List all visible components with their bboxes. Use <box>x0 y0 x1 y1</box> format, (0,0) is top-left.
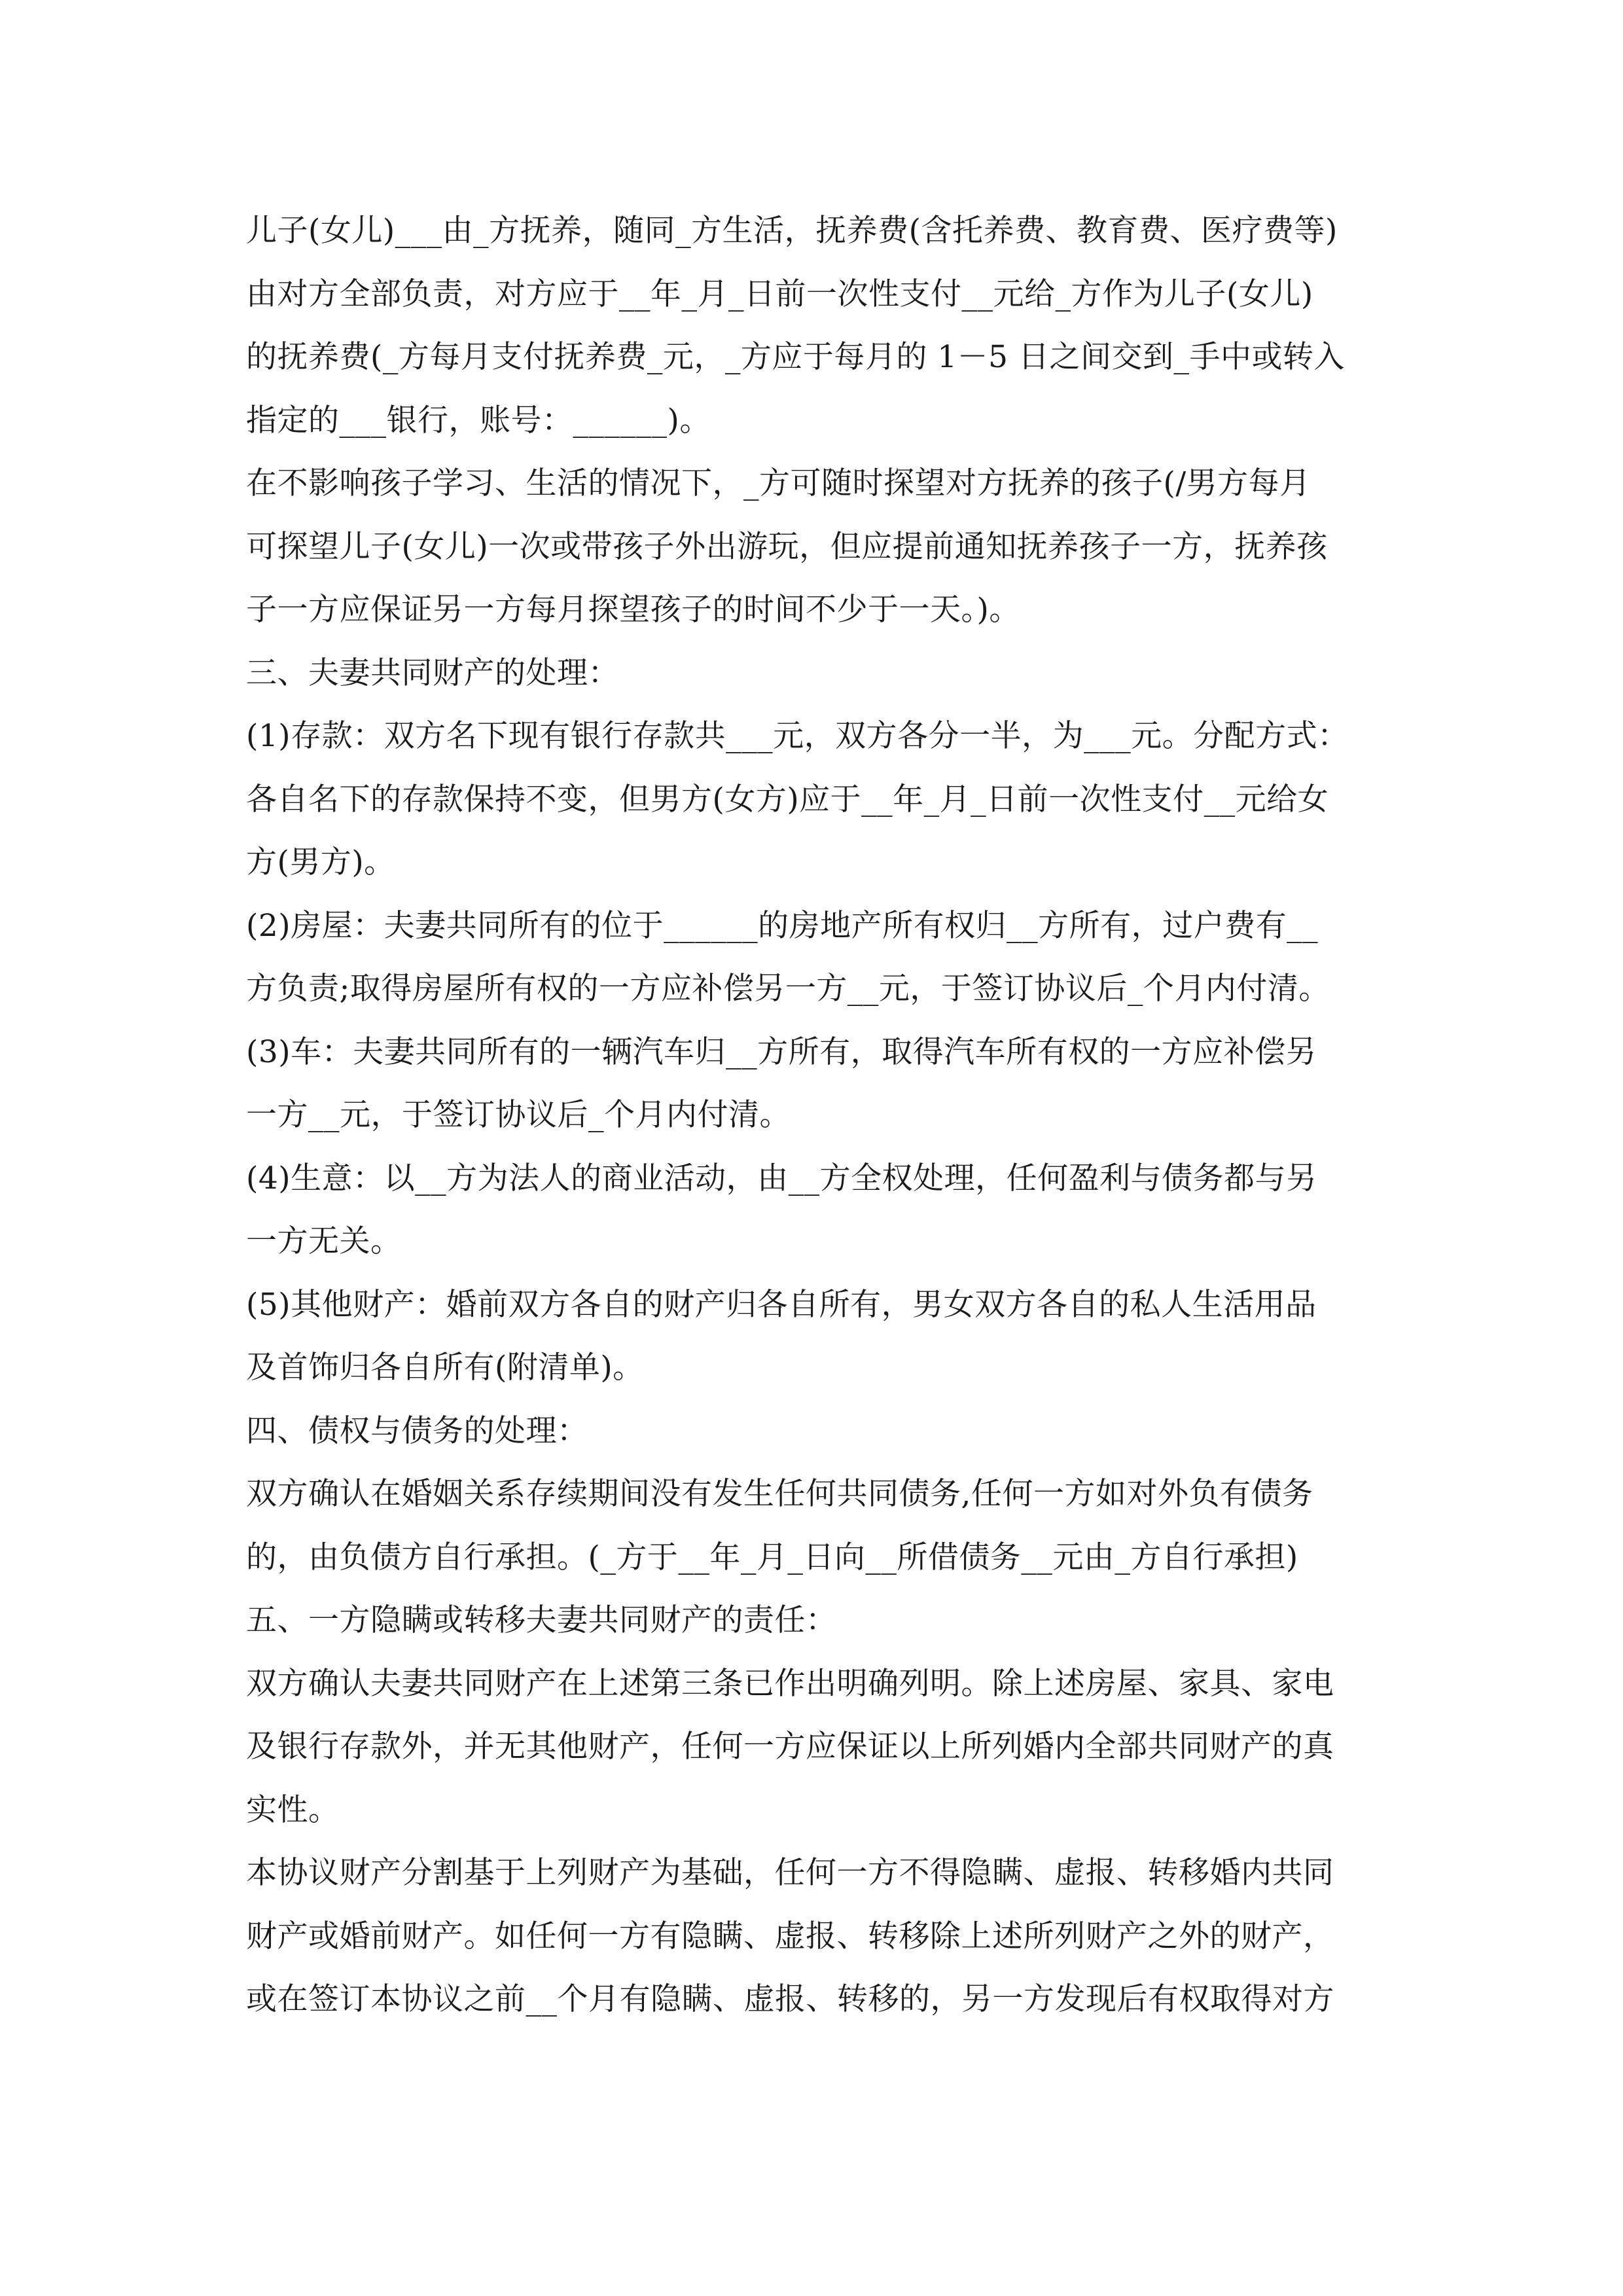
text-line-7: 子一方应保证另一方每月探望孩子的时间不少于一天。)。 <box>246 592 1020 628</box>
text-line-13: 方负责;取得房屋所有权的一方应补偿另一方__元，于签订协议后_个月内付清。 <box>246 971 1330 1007</box>
text-line-2: 由对方全部负责，对方应于__年_月_日前一次性支付__元给_方作为儿子(女儿) <box>246 276 1313 312</box>
text-line-4: 指定的___银行，账号：______)。 <box>246 402 711 439</box>
text-line-12: (2)房屋：夫妻共同所有的位于______的房地产所有权归__方所有，过户费有__ <box>246 907 1319 944</box>
text-line-6: 可探望儿子(女儿)一次或带孩子外出游玩，但应提前通知抚养孩子一方，抚养孩 <box>246 528 1328 565</box>
text-line-21: 双方确认在婚姻关系存续期间没有发生任何共同债务,任何一方如对外负有债务 <box>246 1476 1313 1512</box>
section-heading-5: 五、一方隐瞒或转移夫妻共同财产的责任： <box>246 1602 837 1638</box>
text-line-29: 或在签订本协议之前__个月有隐瞒、虚报、转移的，另一方发现后有权取得对方 <box>246 1981 1334 2017</box>
text-line-9: (1)存款：双方名下现有银行存款共___元，双方各分一半，为___元。分配方式： <box>246 718 1349 754</box>
text-line-22: 的，由负债方自行承担。(_方于__年_月_日向__所借债务__元由_方自行承担) <box>246 1539 1298 1575</box>
document-body <box>246 200 1398 2032</box>
text-line-28: 财产或婚前财产。如任何一方有隐瞒、虚报、转移除上述所列财产之外的财产， <box>246 1918 1334 1954</box>
section-heading-3: 三、夫妻共同财产的处理： <box>246 655 619 691</box>
text-line-26: 实性。 <box>246 1791 340 1828</box>
text-line-27: 本协议财产分割基于上列财产为基础，任何一方不得隐瞒、虚报、转移婚内共同 <box>246 1855 1334 1891</box>
text-line-1: 儿子(女儿)___由_方抚养，随同_方生活，抚养费(含托养费、教育费、医疗费等) <box>246 213 1338 249</box>
text-line-18: (5)其他财产：婚前双方各自的财产归各自所有，男女双方各自的私人生活用品 <box>246 1286 1317 1323</box>
text-line-15: 一方__元，于签订协议后_个月内付清。 <box>246 1097 791 1133</box>
text-line-16: (4)生意：以__方为法人的商业活动，由__方全权处理，任何盈利与债务都与另 <box>246 1160 1317 1196</box>
text-line-5: 在不影响孩子学习、生活的情况下，_方可随时探望对方抚养的孩子(/男方每月 <box>246 465 1311 501</box>
section-heading-4: 四、债权与债务的处理： <box>246 1412 588 1449</box>
text-line-19: 及首饰归各自所有(附清单)。 <box>246 1350 644 1386</box>
text-line-11: 方(男方)。 <box>246 844 395 880</box>
text-line-14: (3)车：夫妻共同所有的一辆汽车归__方所有，取得汽车所有权的一方应补偿另 <box>246 1033 1317 1070</box>
text-line-3: 的抚养费(_方每月支付抚养费_元，_方应于每月的 1－5 日之间交到_手中或转入 <box>246 339 1346 375</box>
text-line-17: 一方无关。 <box>246 1223 402 1259</box>
text-line-24: 双方确认夫妻共同财产在上述第三条已作出明确列明。除上述房屋、家具、家电 <box>246 1665 1334 1702</box>
text-line-25: 及银行存款外，并无其他财产，任何一方应保证以上所列婚内全部共同财产的真 <box>246 1729 1334 1765</box>
text-line-10: 各自名下的存款保持不变，但男方(女方)应于__年_月_日前一次性支付__元给女 <box>246 781 1329 817</box>
